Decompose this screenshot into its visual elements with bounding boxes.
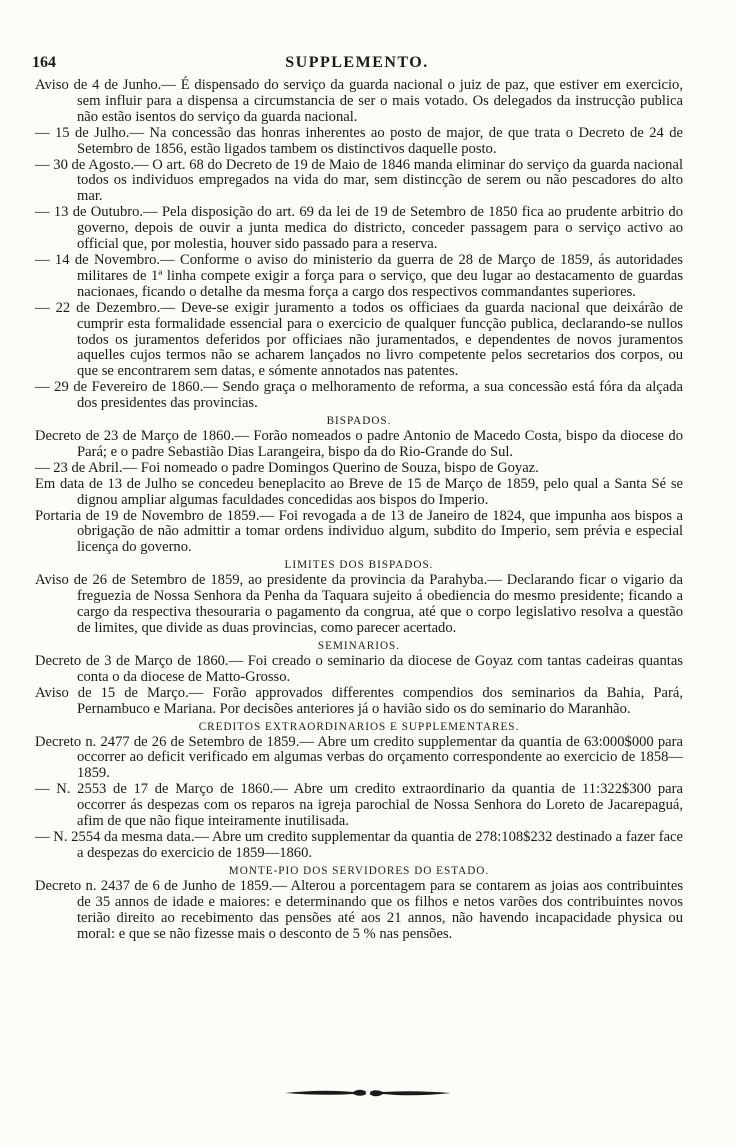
document-body	[35, 78, 683, 942]
decision-entry: — 15 de Julho.— Na concessão das honras inherentes ao posto de major, de que trata o Decreto de 24 de Setembro de 1856, estão ligados tambem os distinctivos daquelle posto.	[35, 124, 683, 157]
decision-entry: Aviso de 4 de Junho.— É dispensado do serviço da guarda nacional o juiz de paz, que estiver em exercicio, sem influir para a dispensa a circumstancia de ser o mais votado. Os delegados da instrucção publica não estão isentos do serviço da guarda nacional.	[35, 77, 683, 125]
section-heading: SEMINARIOS.	[317, 639, 401, 652]
decision-entry: — 23 de Abril.— Foi nomeado o padre Domingos Querino de Souza, bispo de Goyaz.	[35, 459, 539, 476]
decision-entry: — 29 de Fevereiro de 1860.— Sendo graça o melhoramento de reforma, a sua concessão está fóra da alçada dos presidentes das provincias.	[35, 379, 683, 412]
decision-entry: — 14 de Novembro.— Conforme o aviso do ministerio da guerra de 28 de Março de 1859, ás autoridades militares de 1ª linha compete exigir a força para o serviço, que deu lugar ao destacamento de guardas nacionaes, ficando o detalhe da mesma força a cargo dos respectivos commandantes superiores.	[35, 251, 683, 300]
decision-entry: Em data de 13 de Julho se concedeu beneplacito ao Breve de 15 de Março de 1859, pelo qual a Santa Sé se dignou ampliar algumas faculdades concedidas aos bispos do Imperio.	[35, 475, 683, 508]
section-heading: LIMITES DOS BISPADOS.	[284, 559, 434, 572]
decision-entry: — N. 2554 da mesma data.— Abre um credito supplementar da quantia de 278:108$232 destinado a fazer face a despezas do exercicio de 1859—1860.	[35, 828, 683, 861]
decision-entry: — 13 de Outubro.— Pela disposição do art. 69 da lei de 19 de Setembro de 1850 fica ao prudente arbitrio do governo, depois de ouvir a junta medica do districto, conceder passagem para o serviço activo ao official que, por molestia, houver sido passado para a reserva.	[35, 204, 683, 253]
decision-entry: Portaria de 19 de Novembro de 1859.— Foi revogada a de 13 de Janeiro de 1824, que impunha aos bispos a obrigação de não admittir a tomar ordens individuo algum, subdito do Imperio, sem prévia e especial licença do governo.	[35, 507, 683, 556]
decision-entry: Decreto n. 2437 de 6 de Junho de 1859.— Alterou a porcentagem para se contarem as joias aos contribuintes de 35 annos de idade e maiores: e determinando que os filhos e netos varões dos contribuintes novos terião direito ao recebimento das pensões até aos 21 annos, não havendo incapacidade physica ou moral: e que se não fizesse mais o desconto de 5 % nas pensões.	[35, 877, 683, 942]
section-heading: MONTE-PIO DOS SERVIDORES DO ESTADO.	[228, 864, 490, 877]
page-header	[32, 54, 682, 76]
page-number: 164	[32, 54, 56, 71]
section-heading: CREDITOS EXTRAORDINARIOS E SUPPLEMENTARES.	[198, 720, 520, 733]
decision-entry: — 30 de Agosto.— O art. 68 do Decreto de 19 de Maio de 1846 manda eliminar do serviço da guarda nacional todos os individuos empregados na vida do mar, sem distincção de serem ou não pescadores do alto mar.	[35, 156, 683, 205]
decorative-rule-icon	[283, 1086, 453, 1100]
running-title: SUPPLEMENTO.	[285, 54, 429, 71]
decision-entry: Aviso de 26 de Setembro de 1859, ao presidente da provincia da Parahyba.— Declarando ficar o vigario da freguezia de Nossa Senhora da Penha da Taquara sujeito á obediencia do mesmo presidente; ficando a cargo da respectiva thesouraria o pagamento da congrua, até que o corpo legislativo resolva a questão de limites, que divide as duas provincias, como parecer acertado.	[35, 572, 683, 636]
decision-entry: Decreto n. 2477 de 26 de Setembro de 1859.— Abre um credito supplementar da quantia de 63:000$000 para occorrer ao deficit verificado em algumas verbas do orçamento correspondente ao exercicio de 1858—1859.	[35, 733, 683, 782]
decision-entry: Decreto de 3 de Março de 1860.— Foi creado o seminario da diocese de Goyaz com tantas cadeiras quantas conta o da diocese de Matto-Grosso.	[35, 652, 683, 685]
decision-entry: Aviso de 15 de Março.— Forão approvados differentes compendios dos seminarios da Bahia, Pará, Pernambuco e Mariana. Por decisões anteriores já o havião sido os do seminario do Maranhão.	[35, 684, 683, 717]
section-heading: BISPADOS.	[326, 415, 392, 428]
decision-entry: Decreto de 23 de Março de 1860.— Forão nomeados o padre Antonio de Macedo Costa, bispo da diocese do Pará; e o padre Sebastião Dias Larangeira, bispo da do Rio-Grande do Sul.	[35, 428, 683, 460]
decision-entry: — N. 2553 de 17 de Março de 1860.— Abre um credito extraordinario da quantia de 11:322$300 para occorrer ás despezas com os reparos na igreja parochial de Nossa Senhora do Loreto de Jacarepaguá, afim de que não fique inteiramente inutilisada.	[35, 781, 683, 830]
decision-entry: — 22 de Dezembro.— Deve-se exigir juramento a todos os officiaes da guarda nacional que deixárão de cumprir esta formalidade essencial para o exercicio de qualquer funcção publica, declarando-se nullos todos os juramentos deferidos por officiaes não juramentados, e dependentes de novos juramentos aquelles cujos termos não se acharem lançados no livro competente pelos secretarios dos corpos, ou que se encontrarem sem datas, e sómente annotados nas patentes.	[35, 299, 683, 380]
